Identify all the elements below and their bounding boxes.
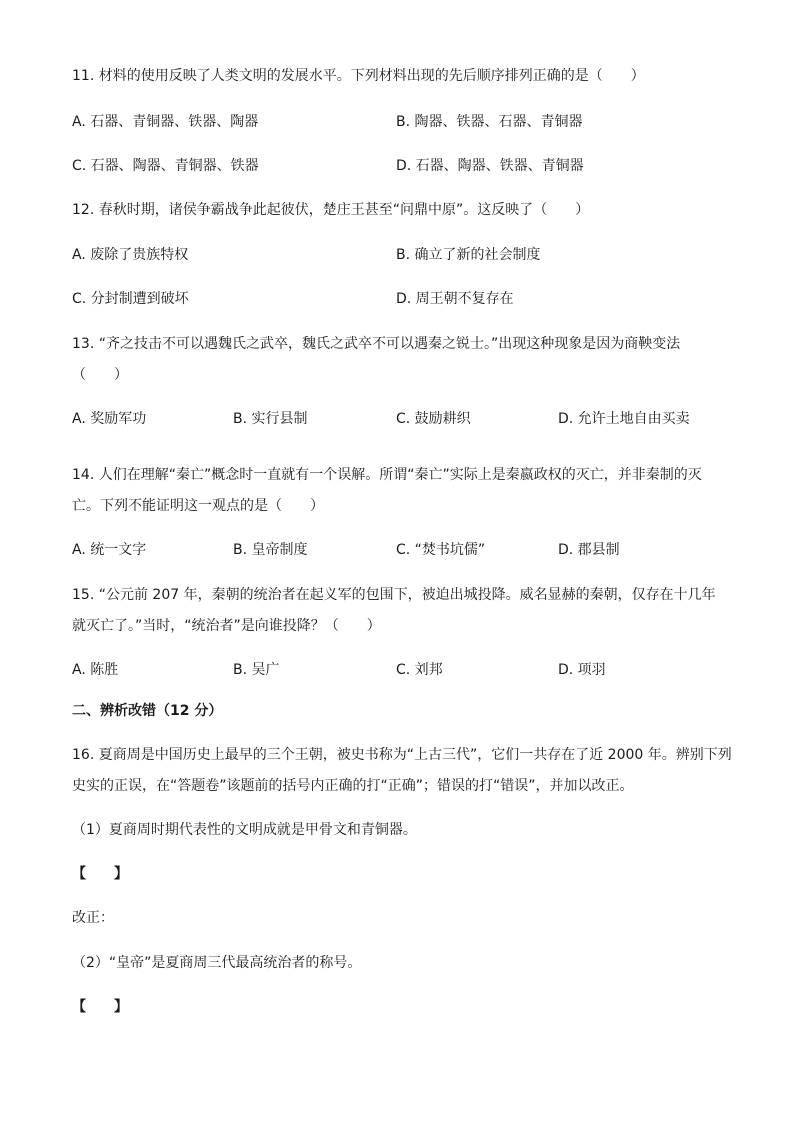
q11-option-c: C. 石器、陶器、青铜器、铁器 — [72, 158, 259, 174]
q15-option-d: D. 项羽 — [558, 662, 606, 678]
q16-answer-bracket-2[interactable]: 【 】 — [72, 999, 128, 1015]
section-heading: 二、辨析改错（12 分） — [72, 703, 223, 719]
q14-option-a: A. 统一文字 — [72, 542, 147, 558]
q13-option-c: C. 鼓励耕织 — [396, 411, 471, 427]
q12-option-d: D. 周王朝不复存在 — [396, 291, 514, 307]
q14-stem-line2: 亡。下列不能证明这一观点的是（ ） — [72, 498, 324, 514]
q12-option-c: C. 分封制遭到破坏 — [72, 291, 189, 307]
q12-option-b: B. 确立了新的社会制度 — [396, 247, 541, 263]
q15-option-c: C. 刘邦 — [396, 662, 443, 678]
q11-option-a: A. 石器、青铜器、铁器、陶器 — [72, 114, 259, 130]
q15-stem-line2: 就灭亡了。”当时，“统治者”是向谁投降？（ ） — [72, 618, 381, 634]
q13-option-b: B. 实行县制 — [233, 411, 308, 427]
q14-option-d: D. 郡县制 — [558, 542, 620, 558]
q12-option-a: A. 废除了贵族特权 — [72, 247, 189, 263]
q15-option-b: B. 吴广 — [233, 662, 280, 678]
q16-item-1: （1）夏商周时期代表性的文明成就是甲骨文和青铜器。 — [72, 822, 417, 838]
q11-option-d: D. 石器、陶器、铁器、青铜器 — [396, 158, 584, 174]
q14-stem-line1: 14. 人们在理解“秦亡”概念时一直就有一个误解。所谓“秦亡”实际上是秦嬴政权的灭亡，并非秦制的灭 — [72, 467, 702, 483]
q13-option-a: A. 奖励军功 — [72, 411, 147, 427]
q13-stem-line1: 13. “齐之技击不可以遇魏氏之武卒，魏氏之武卒不可以遇秦之锐士。”出现这种现象是因为商鞅变法 — [72, 336, 681, 352]
q16-stem-line2: 史实的正误，在“答题卷”该题前的括号内正确的打“正确”；错误的打“错误”，并加以改正。 — [72, 778, 634, 794]
q14-option-c: C. “焚书坑儒” — [396, 542, 486, 558]
q16-correction-label: 改正： — [72, 910, 114, 926]
q15-option-a: A. 陈胜 — [72, 662, 119, 678]
q11-option-b: B. 陶器、铁器、石器、青铜器 — [396, 114, 583, 130]
q13-option-d: D. 允许土地自由买卖 — [558, 411, 690, 427]
q13-stem-line2: （ ） — [72, 367, 128, 383]
q16-answer-bracket-1[interactable]: 【 】 — [72, 866, 128, 882]
q15-stem-line1: 15. “公元前 207 年，秦朝的统治者在起义军的包围下，被迫出城投降。威名显赫的秦朝，仅存在十几年 — [72, 587, 716, 603]
q12-stem: 12. 春秋时期，诸侯争霸战争此起彼伏，楚庄王甚至“问鼎中原”。这反映了（ ） — [72, 202, 590, 218]
q11-stem: 11. 材料的使用反映了人类文明的发展水平。下列材料出现的先后顺序排列正确的是（ ） — [72, 68, 645, 84]
q14-option-b: B. 皇帝制度 — [233, 542, 308, 558]
q16-stem-line1: 16. 夏商周是中国历史上最早的三个王朝，被史书称为“上古三代”，它们一共存在了近 2000 年。辨别下列 — [72, 747, 732, 763]
q16-item-2: （2）“皇帝”是夏商周三代最高统治者的称号。 — [72, 955, 362, 971]
